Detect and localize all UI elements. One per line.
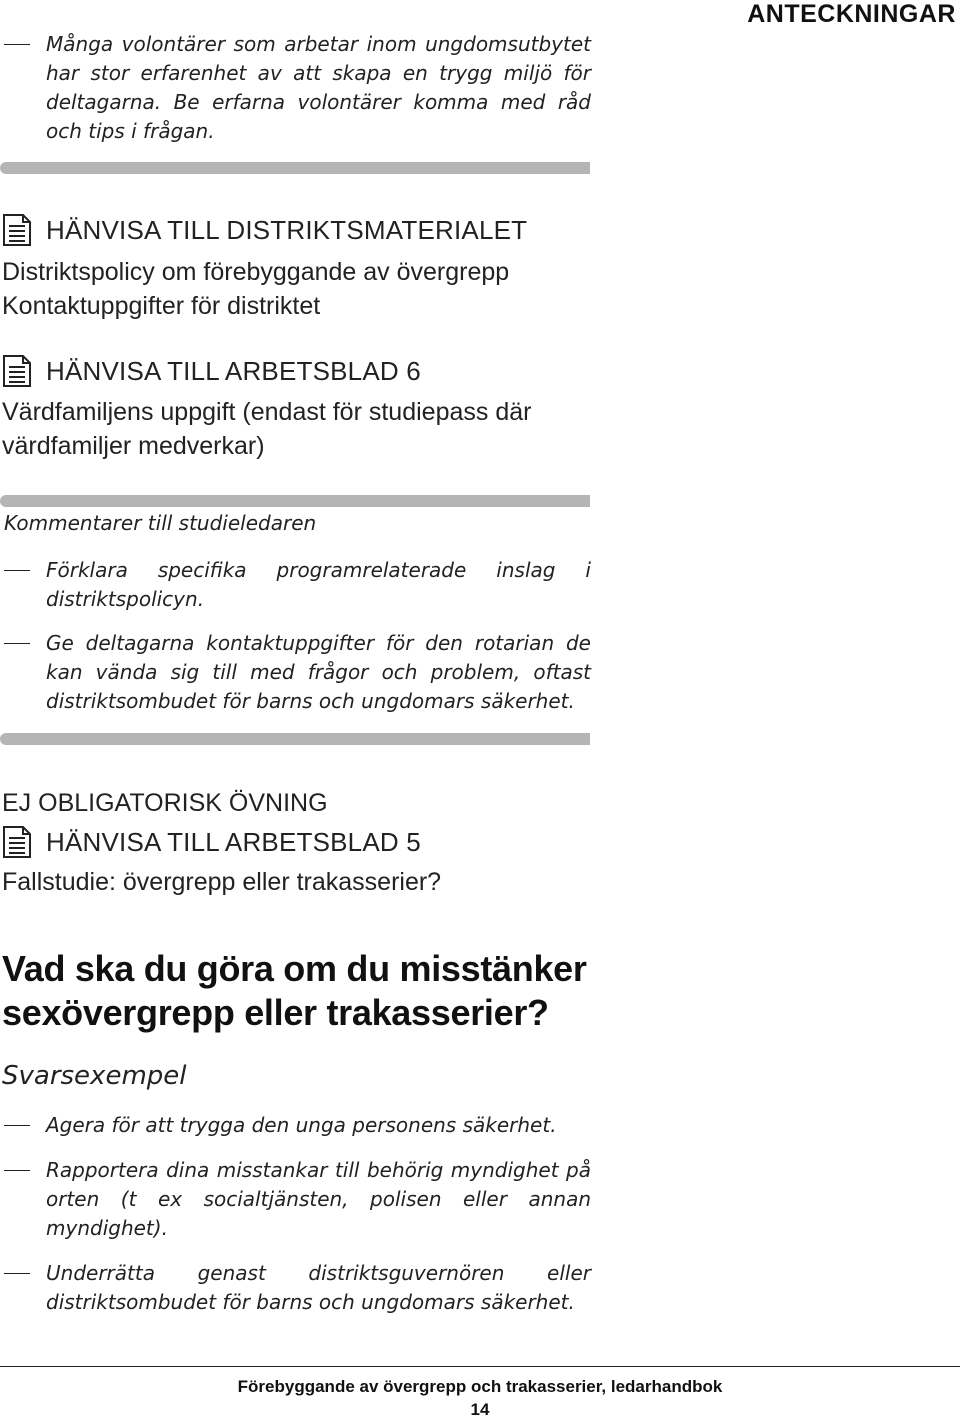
list-item xyxy=(0,1156,600,1243)
ref-district-line: Distriktspolicy om förebyggande av övergrepp xyxy=(2,258,510,286)
dash-marker xyxy=(4,1273,30,1274)
case-study-line: Fallstudie: övergrepp eller trakasserier? xyxy=(2,868,442,896)
section-separator xyxy=(0,733,590,745)
page-number: 14 xyxy=(470,1400,490,1418)
question-line: Vad ska du göra om du misstänker xyxy=(2,948,587,989)
bullet-text: Förklara specifika programrelaterade inslag i distriktspolicyn. xyxy=(46,558,591,611)
ref-district-line: Kontaktuppgifter för distriktet xyxy=(2,292,321,320)
bullet-text: Underrätta genast distriktsguvernören eller distriktsombudet för barns och ungdomars säkerhet. xyxy=(46,1261,591,1314)
list-item xyxy=(0,1259,600,1317)
footer-title-text: Förebyggande av övergrepp och trakasserier, ledarhandbok xyxy=(237,1377,723,1396)
ref-district-heading xyxy=(2,214,527,246)
question-line: sexövergrepp eller trakasserier? xyxy=(2,992,549,1033)
dash-marker xyxy=(4,1170,30,1171)
leader-comments-heading: Kommentarer till studieledaren xyxy=(4,511,317,535)
document-icon xyxy=(2,826,32,858)
section-separator xyxy=(0,162,590,174)
bullet-text: Ge deltagarna kontaktuppgifter för den rotarian de kan vända sig till med frågor och problem, oftast distriktsombudet för barns och ungdomars säkerhet. xyxy=(46,631,591,713)
dash-marker xyxy=(4,44,30,45)
answer-heading: Svarsexempel xyxy=(2,1061,187,1091)
ref-heading-text: HÄNVISA TILL DISTRIKTSMATERIALET xyxy=(46,214,528,245)
bullet-text: Många volontärer som arbetar inom ungdomsutbytet har stor erfarenhet av att skapa en trygg miljö för deltagarna. Be erfarna volontärer komma med råd och tips i frågan. xyxy=(46,32,591,143)
bullet-text: Rapportera dina misstankar till behörig myndighet på orten (t ex socialtjänsten, polisen eller annan myndighet). xyxy=(46,1158,591,1240)
optional-exercise-label: EJ OBLIGATORISK ÖVNING xyxy=(2,789,328,817)
ref-heading-text: HÄNVISA TILL ARBETSBLAD 5 xyxy=(46,826,421,857)
ref-worksheet6-heading xyxy=(2,355,421,387)
section-separator xyxy=(0,495,590,507)
question-heading xyxy=(2,947,622,1035)
dash-marker xyxy=(4,643,30,644)
ref-heading-text: HÄNVISA TILL ARBETSBLAD 6 xyxy=(46,355,421,386)
bullet-text: Agera för att trygga den unga personens säkerhet. xyxy=(46,1113,557,1137)
document-icon xyxy=(2,355,32,387)
ref-worksheet6-line: värdfamiljer medverkar) xyxy=(2,432,265,460)
ref-worksheet5-heading xyxy=(2,826,421,858)
footer-rule xyxy=(0,1366,960,1367)
list-item xyxy=(0,629,600,716)
list-item xyxy=(0,30,600,146)
footer-title xyxy=(0,1377,960,1397)
document-icon xyxy=(2,214,32,246)
notes-header: ANTECKNINGAR xyxy=(747,0,956,28)
dash-marker xyxy=(4,570,30,571)
list-item xyxy=(0,1111,600,1140)
ref-worksheet6-line: Värdfamiljens uppgift (endast för studiepass där xyxy=(2,398,532,426)
list-item xyxy=(0,556,600,614)
dash-marker xyxy=(4,1125,30,1126)
